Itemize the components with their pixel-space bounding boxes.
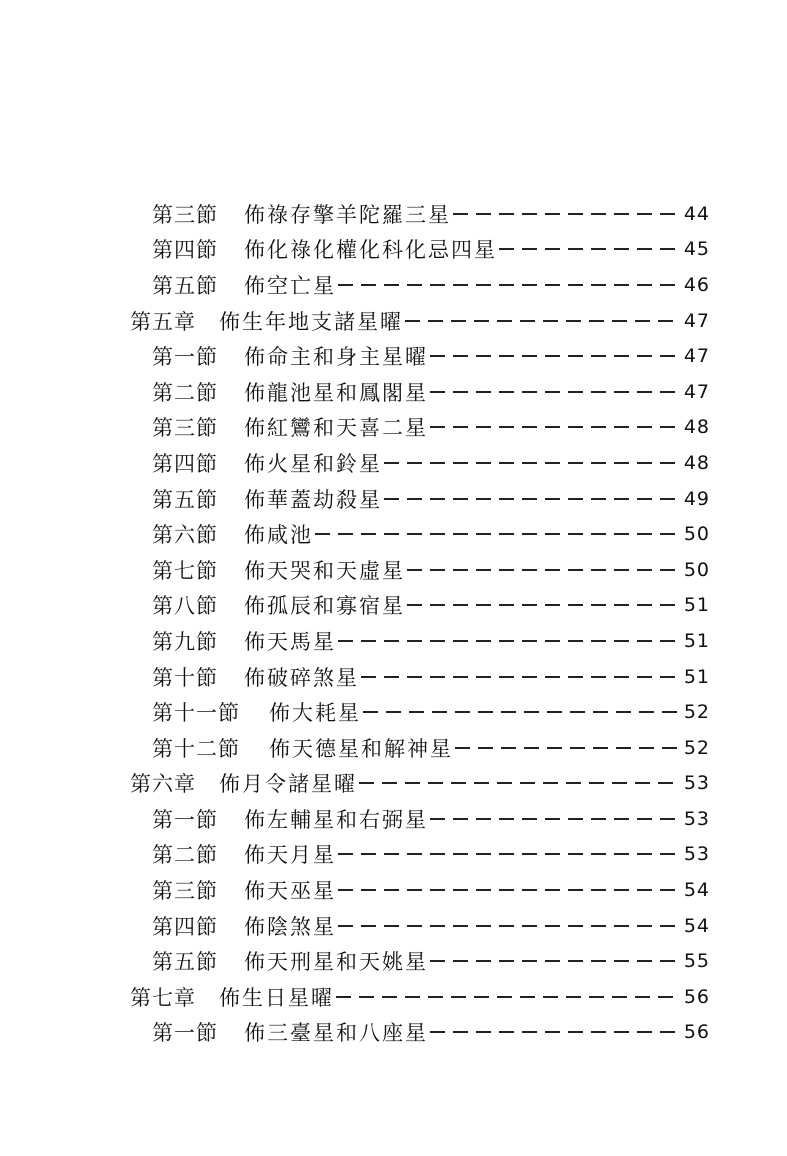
toc-entry[interactable] bbox=[0, 659, 787, 695]
page-number: 47 bbox=[683, 309, 710, 332]
entry-number: 第二節 bbox=[152, 843, 218, 868]
entry-title: 佈孤辰和寡宿星 bbox=[244, 594, 405, 619]
page-number: 48 bbox=[683, 451, 710, 474]
entry-number: 第一節 bbox=[152, 1021, 218, 1046]
chapter-number: 第五章 bbox=[130, 309, 196, 334]
dash-leader bbox=[338, 889, 678, 891]
toc-entry[interactable] bbox=[0, 196, 787, 232]
entry-number: 第一節 bbox=[152, 807, 218, 832]
entry-title: 佈紅鸞和天喜二星 bbox=[244, 416, 428, 441]
chapter-number: 第六章 bbox=[130, 772, 196, 797]
table-of-contents bbox=[0, 196, 787, 1050]
entry-number: 第四節 bbox=[152, 914, 218, 939]
entry-title: 佈左輔星和右弼星 bbox=[244, 807, 428, 832]
entry-number: 第四節 bbox=[152, 451, 218, 476]
page-number: 47 bbox=[683, 345, 710, 368]
page-number: 46 bbox=[683, 273, 710, 296]
dash-leader bbox=[361, 676, 678, 678]
dash-leader bbox=[384, 498, 678, 500]
entry-number: 第三節 bbox=[152, 879, 218, 904]
dash-leader bbox=[336, 996, 678, 998]
entry-title: 佈天德星和解神星 bbox=[269, 736, 453, 761]
toc-entry[interactable] bbox=[0, 516, 787, 552]
dash-leader bbox=[407, 569, 678, 571]
toc-entry[interactable] bbox=[0, 943, 787, 979]
toc-chapter-entry[interactable] bbox=[0, 303, 787, 339]
toc-entry[interactable] bbox=[0, 694, 787, 730]
entry-number: 第二節 bbox=[152, 380, 218, 405]
dash-leader bbox=[499, 248, 678, 250]
dash-leader bbox=[430, 426, 678, 428]
page-number: 49 bbox=[683, 487, 710, 510]
dash-leader bbox=[430, 391, 678, 393]
page-number: 53 bbox=[683, 843, 710, 866]
page-number: 51 bbox=[683, 594, 710, 617]
dash-leader bbox=[384, 462, 678, 464]
entry-number: 第三節 bbox=[152, 202, 218, 227]
toc-chapter-entry[interactable] bbox=[0, 979, 787, 1015]
entry-title: 佈大耗星 bbox=[269, 701, 361, 726]
entry-title: 佈天巫星 bbox=[244, 879, 336, 904]
page-number: 50 bbox=[683, 558, 710, 581]
entry-title: 佈天馬星 bbox=[244, 629, 336, 654]
dash-leader bbox=[430, 818, 678, 820]
entry-title: 佈空亡星 bbox=[244, 273, 336, 298]
page-number: 53 bbox=[683, 807, 710, 830]
entry-number: 第六節 bbox=[152, 523, 218, 548]
toc-entry[interactable] bbox=[0, 801, 787, 837]
toc-entry[interactable] bbox=[0, 908, 787, 944]
dash-leader bbox=[430, 355, 678, 357]
entry-title: 佈破碎煞星 bbox=[244, 665, 359, 690]
entry-number: 第十一節 bbox=[152, 701, 240, 726]
chapter-title: 佈月令諸星曜 bbox=[219, 772, 357, 797]
page-number: 53 bbox=[683, 772, 710, 795]
page-number: 54 bbox=[683, 914, 710, 937]
toc-entry[interactable] bbox=[0, 730, 787, 766]
dash-leader bbox=[407, 604, 678, 606]
entry-title: 佈三臺星和八座星 bbox=[244, 1021, 428, 1046]
toc-entry[interactable] bbox=[0, 588, 787, 624]
toc-entry[interactable] bbox=[0, 338, 787, 374]
toc-entry[interactable] bbox=[0, 837, 787, 873]
dash-leader bbox=[430, 960, 678, 962]
page-number: 48 bbox=[683, 416, 710, 439]
toc-entry[interactable] bbox=[0, 267, 787, 303]
dash-leader bbox=[405, 320, 678, 322]
entry-title: 佈咸池 bbox=[244, 523, 313, 548]
entry-title: 佈火星和鈴星 bbox=[244, 451, 382, 476]
page-number: 51 bbox=[683, 665, 710, 688]
dash-leader bbox=[338, 640, 678, 642]
dash-leader bbox=[338, 925, 678, 927]
toc-chapter-entry[interactable] bbox=[0, 766, 787, 802]
page-number: 56 bbox=[683, 985, 710, 1008]
page-number: 52 bbox=[683, 736, 710, 759]
entry-number: 第八節 bbox=[152, 594, 218, 619]
page-number: 52 bbox=[683, 701, 710, 724]
toc-entry[interactable] bbox=[0, 552, 787, 588]
entry-title: 佈天哭和天虛星 bbox=[244, 558, 405, 583]
page-number: 56 bbox=[683, 1021, 710, 1044]
page-number: 55 bbox=[683, 950, 710, 973]
dash-leader bbox=[338, 853, 678, 855]
chapter-number: 第七章 bbox=[130, 985, 196, 1010]
dash-leader bbox=[338, 284, 678, 286]
page-number: 47 bbox=[683, 380, 710, 403]
dash-leader bbox=[455, 747, 678, 749]
page-number: 54 bbox=[683, 879, 710, 902]
entry-title: 佈祿存擎羊陀羅三星 bbox=[244, 202, 451, 227]
dash-leader bbox=[315, 533, 678, 535]
entry-number: 第七節 bbox=[152, 558, 218, 583]
dash-leader bbox=[363, 711, 678, 713]
entry-number: 第五節 bbox=[152, 273, 218, 298]
entry-title: 佈天刑星和天姚星 bbox=[244, 950, 428, 975]
toc-entry[interactable] bbox=[0, 1015, 787, 1051]
entry-title: 佈龍池星和鳳閣星 bbox=[244, 380, 428, 405]
toc-entry[interactable] bbox=[0, 410, 787, 446]
page-number: 50 bbox=[683, 523, 710, 546]
page-number: 44 bbox=[683, 202, 710, 225]
toc-entry[interactable] bbox=[0, 232, 787, 268]
entry-number: 第五節 bbox=[152, 950, 218, 975]
entry-title: 佈天月星 bbox=[244, 843, 336, 868]
entry-number: 第三節 bbox=[152, 416, 218, 441]
dash-leader bbox=[359, 782, 678, 784]
page-number: 51 bbox=[683, 629, 710, 652]
entry-number: 第一節 bbox=[152, 345, 218, 370]
entry-title: 佈華蓋劫殺星 bbox=[244, 487, 382, 512]
entry-number: 第九節 bbox=[152, 629, 218, 654]
dash-leader bbox=[430, 1031, 678, 1033]
entry-title: 佈命主和身主星曜 bbox=[244, 345, 428, 370]
chapter-title: 佈生年地支諸星曜 bbox=[219, 309, 403, 334]
toc-entry[interactable] bbox=[0, 481, 787, 517]
entry-number: 第十節 bbox=[152, 665, 218, 690]
toc-entry[interactable] bbox=[0, 623, 787, 659]
toc-entry[interactable] bbox=[0, 374, 787, 410]
dash-leader bbox=[453, 213, 678, 215]
entry-number: 第五節 bbox=[152, 487, 218, 512]
chapter-title: 佈生日星曜 bbox=[219, 985, 334, 1010]
entry-number: 第四節 bbox=[152, 238, 218, 263]
entry-title: 佈化祿化權化科化忌四星 bbox=[244, 238, 497, 263]
page-number: 45 bbox=[683, 238, 710, 261]
toc-entry[interactable] bbox=[0, 445, 787, 481]
entry-title: 佈陰煞星 bbox=[244, 914, 336, 939]
entry-number: 第十二節 bbox=[152, 736, 240, 761]
toc-entry[interactable] bbox=[0, 872, 787, 908]
